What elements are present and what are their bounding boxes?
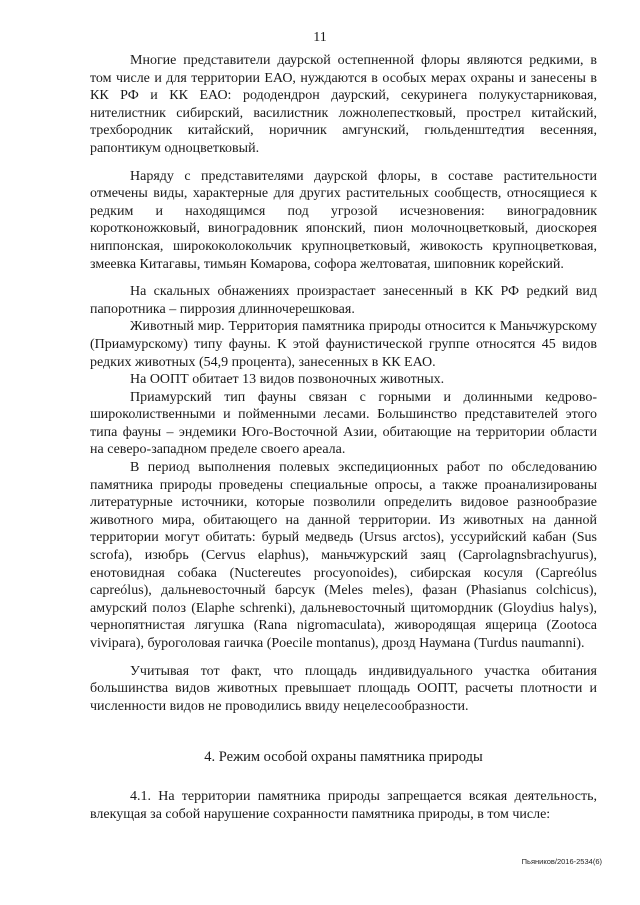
footer-document-code: Пьяников/2016-2534(6) bbox=[521, 857, 602, 866]
paragraph-density-note: Учитывая тот факт, что площадь индивидуального участка обитания большинства видов животных превышает площадь ООПТ, расчеты плотности и численности видов не проводились ввиду нецелесообразности. bbox=[90, 663, 597, 714]
paragraph-other-communities: Наряду с представителями даурской флоры, в составе растительности отмечены виды, характерные для других растительных сообществ, относящиеся к редким и находящимся под угрозой исчезновения: виноградовник коротконожковый, виноградовник японский, пион молочноцветковый, диоскорея ниппонская, ширококолокольчик крупноцветковый, живокость крупноцветковая, змеевка Китагавы, тимьян Комарова, софора желтоватая, шиповник корейский. bbox=[90, 168, 597, 272]
paragraph-prohibitions: 4.1. На территории памятника природы запрещается всякая деятельность, влекущая за собой нарушение сохранности памятника природы, в том числе: bbox=[90, 789, 597, 822]
paragraph-fern: На скальных обнажениях произрастает занесенный в КК РФ редкий вид папоротника – пиррозия длинночерешковая. bbox=[90, 284, 597, 317]
body-text bbox=[90, 52, 597, 715]
paragraph-amur-fauna: Приамурский тип фауны связан с горными и долинными кедрово-широколиственными и пойменными лесами. Большинство представителей этого типа фауны – эндемики Юго-Восточной Азии, обитающие на территории области на северо-западном пределе своего ареала. bbox=[90, 389, 597, 458]
page-number: 11 bbox=[313, 30, 327, 45]
section-heading: 4. Режим особой охраны памятника природы bbox=[204, 749, 483, 765]
paragraph-field-survey: В период выполнения полевых экспедиционных работ по обследованию памятника природы проведены специальные опросы, а также проанализированы литературные источники, которые позволили определить видовое разнообразие животного мира, обитающего на данной территории. Из животных на данной территории могут обитать: бурый медведь (Ursus arctos), уссурийский кабан (Sus scrofa), изюбрь (Cervus elaphus), маньчжурский заяц (Caprolagnsbrachyurus), енотовидная собака (Nuctereutes procyonoides), сибирская косуля (Capreólus capreólus), дальневосточный барсук (Meles meles), фазан (Phasianus colchicus), амурский полоз (Elaphe schrenki), дальневосточный щитомордник (Gloydius halys), чернопятнистая лягушка (Rana nigromaculata), живородящая ящерица (Zootoca vivipara), буроголовая гаичка (Poecile montanus), дрозд Наумана (Turdus naumanni). bbox=[90, 460, 597, 651]
paragraph-daurian-flora: Многие представители даурской остепненной флоры являются редкими, в том числе и для территории ЕАО, нуждаются в особых мерах охраны и занесены в КК РФ и КК ЕАО: рододендрон даурский, секуринега полукустарниковая, нителистник сибирский, василистник ложнолепестковый, прострел китайский, трехбородник китайский, норичник амгунский, гюльденштедтия весенняя, рапонтикум одноцветковый. bbox=[90, 53, 597, 156]
paragraph-vertebrates: На ООПТ обитает 13 видов позвоночных животных. bbox=[130, 372, 445, 388]
paragraph-fauna-type: Животный мир. Территория памятника природы относится к Маньчжурскому (Приамурскому) типу фауны. К этой фаунистической группе относятся 45 видов редких животных (54,9 процента), занесенных в КК ЕАО. bbox=[90, 319, 597, 370]
tail-text bbox=[90, 788, 597, 823]
